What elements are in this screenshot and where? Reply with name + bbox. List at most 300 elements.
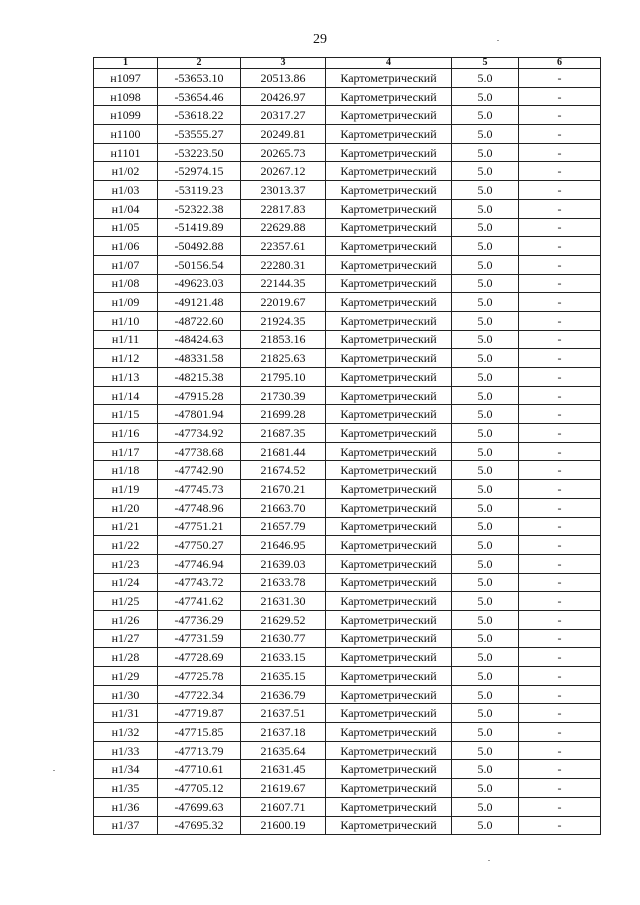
accuracy-cell: 5.0 bbox=[452, 741, 519, 760]
point-id-cell: н1099 bbox=[94, 106, 158, 125]
y-coordinate-cell: 22357.61 bbox=[241, 237, 326, 256]
point-id-cell: н1097 bbox=[94, 69, 158, 88]
y-coordinate-cell: 21646.95 bbox=[241, 536, 326, 555]
method-cell: Картометрический bbox=[326, 368, 452, 387]
table-row bbox=[94, 797, 601, 816]
x-coordinate-cell: -47722.34 bbox=[158, 685, 241, 704]
method-cell: Картометрический bbox=[326, 704, 452, 723]
x-coordinate-cell: -47738.68 bbox=[158, 442, 241, 461]
note-cell: - bbox=[519, 779, 601, 798]
x-coordinate-cell: -48424.63 bbox=[158, 330, 241, 349]
point-id-cell: н1/09 bbox=[94, 293, 158, 312]
table-row bbox=[94, 106, 601, 125]
point-id-cell: н1/36 bbox=[94, 797, 158, 816]
accuracy-cell: 5.0 bbox=[452, 816, 519, 835]
method-cell: Картометрический bbox=[326, 779, 452, 798]
table-row bbox=[94, 349, 601, 368]
accuracy-cell: 5.0 bbox=[452, 69, 519, 88]
accuracy-cell: 5.0 bbox=[452, 629, 519, 648]
point-id-cell: н1/14 bbox=[94, 386, 158, 405]
accuracy-cell: 5.0 bbox=[452, 125, 519, 144]
point-id-cell: н1/31 bbox=[94, 704, 158, 723]
note-cell: - bbox=[519, 405, 601, 424]
x-coordinate-cell: -53119.23 bbox=[158, 181, 241, 200]
accuracy-cell: 5.0 bbox=[452, 424, 519, 443]
accuracy-cell: 5.0 bbox=[452, 255, 519, 274]
point-id-cell: н1/18 bbox=[94, 461, 158, 480]
point-id-cell: н1/20 bbox=[94, 498, 158, 517]
point-id-cell: н1/27 bbox=[94, 629, 158, 648]
table-header bbox=[94, 58, 601, 69]
y-coordinate-cell: 21795.10 bbox=[241, 368, 326, 387]
accuracy-cell: 5.0 bbox=[452, 779, 519, 798]
x-coordinate-cell: -50492.88 bbox=[158, 237, 241, 256]
table-row bbox=[94, 69, 601, 88]
x-coordinate-cell: -47745.73 bbox=[158, 480, 241, 499]
method-cell: Картометрический bbox=[326, 760, 452, 779]
x-coordinate-cell: -53654.46 bbox=[158, 87, 241, 106]
note-cell: - bbox=[519, 199, 601, 218]
method-cell: Картометрический bbox=[326, 274, 452, 293]
note-cell: - bbox=[519, 760, 601, 779]
y-coordinate-cell: 20267.12 bbox=[241, 162, 326, 181]
point-id-cell: н1/34 bbox=[94, 760, 158, 779]
accuracy-cell: 5.0 bbox=[452, 723, 519, 742]
accuracy-cell: 5.0 bbox=[452, 368, 519, 387]
note-cell: - bbox=[519, 293, 601, 312]
point-id-cell: н1/21 bbox=[94, 517, 158, 536]
y-coordinate-cell: 21663.70 bbox=[241, 498, 326, 517]
method-cell: Картометрический bbox=[326, 330, 452, 349]
method-cell: Картометрический bbox=[326, 218, 452, 237]
table-row bbox=[94, 685, 601, 704]
y-coordinate-cell: 20249.81 bbox=[241, 125, 326, 144]
x-coordinate-cell: -47719.87 bbox=[158, 704, 241, 723]
table-row bbox=[94, 237, 601, 256]
method-cell: Картометрический bbox=[326, 461, 452, 480]
point-id-cell: н1100 bbox=[94, 125, 158, 144]
note-cell: - bbox=[519, 181, 601, 200]
y-coordinate-cell: 21637.18 bbox=[241, 723, 326, 742]
accuracy-cell: 5.0 bbox=[452, 311, 519, 330]
x-coordinate-cell: -48331.58 bbox=[158, 349, 241, 368]
table-row bbox=[94, 330, 601, 349]
x-coordinate-cell: -53618.22 bbox=[158, 106, 241, 125]
point-id-cell: н1/37 bbox=[94, 816, 158, 835]
method-cell: Картометрический bbox=[326, 311, 452, 330]
y-coordinate-cell: 21657.79 bbox=[241, 517, 326, 536]
point-id-cell: н1/24 bbox=[94, 573, 158, 592]
x-coordinate-cell: -48722.60 bbox=[158, 311, 241, 330]
accuracy-cell: 5.0 bbox=[452, 162, 519, 181]
y-coordinate-cell: 21619.67 bbox=[241, 779, 326, 798]
method-cell: Картометрический bbox=[326, 573, 452, 592]
note-cell: - bbox=[519, 648, 601, 667]
note-cell: - bbox=[519, 237, 601, 256]
accuracy-cell: 5.0 bbox=[452, 218, 519, 237]
accuracy-cell: 5.0 bbox=[452, 592, 519, 611]
accuracy-cell: 5.0 bbox=[452, 386, 519, 405]
point-id-cell: н1/03 bbox=[94, 181, 158, 200]
point-id-cell: н1/12 bbox=[94, 349, 158, 368]
method-cell: Картометрический bbox=[326, 667, 452, 686]
y-coordinate-cell: 20513.86 bbox=[241, 69, 326, 88]
table-row bbox=[94, 610, 601, 629]
y-coordinate-cell: 22817.83 bbox=[241, 199, 326, 218]
x-coordinate-cell: -49623.03 bbox=[158, 274, 241, 293]
y-coordinate-cell: 21924.35 bbox=[241, 311, 326, 330]
accuracy-cell: 5.0 bbox=[452, 760, 519, 779]
note-cell: - bbox=[519, 667, 601, 686]
y-coordinate-cell: 21630.77 bbox=[241, 629, 326, 648]
coordinates-table bbox=[93, 57, 601, 835]
note-cell: - bbox=[519, 368, 601, 387]
table-row bbox=[94, 162, 601, 181]
y-coordinate-cell: 21629.52 bbox=[241, 610, 326, 629]
accuracy-cell: 5.0 bbox=[452, 573, 519, 592]
note-cell: - bbox=[519, 143, 601, 162]
method-cell: Картометрический bbox=[326, 685, 452, 704]
y-coordinate-cell: 20317.27 bbox=[241, 106, 326, 125]
note-cell: - bbox=[519, 797, 601, 816]
table-row bbox=[94, 442, 601, 461]
point-id-cell: н1/25 bbox=[94, 592, 158, 611]
method-cell: Картометрический bbox=[326, 442, 452, 461]
y-coordinate-cell: 20426.97 bbox=[241, 87, 326, 106]
method-cell: Картометрический bbox=[326, 405, 452, 424]
scan-speck bbox=[53, 770, 55, 771]
y-coordinate-cell: 21607.71 bbox=[241, 797, 326, 816]
point-id-cell: н1/30 bbox=[94, 685, 158, 704]
note-cell: - bbox=[519, 162, 601, 181]
table-row bbox=[94, 816, 601, 835]
point-id-cell: н1/16 bbox=[94, 424, 158, 443]
point-id-cell: н1098 bbox=[94, 87, 158, 106]
point-id-cell: н1/17 bbox=[94, 442, 158, 461]
y-coordinate-cell: 21635.15 bbox=[241, 667, 326, 686]
accuracy-cell: 5.0 bbox=[452, 536, 519, 555]
column-header-3: 3 bbox=[241, 58, 326, 69]
accuracy-cell: 5.0 bbox=[452, 330, 519, 349]
table-row bbox=[94, 368, 601, 387]
y-coordinate-cell: 20265.73 bbox=[241, 143, 326, 162]
column-header-1: 1 bbox=[94, 58, 158, 69]
column-header-4: 4 bbox=[326, 58, 452, 69]
table-row bbox=[94, 480, 601, 499]
note-cell: - bbox=[519, 741, 601, 760]
table-row bbox=[94, 274, 601, 293]
table-row bbox=[94, 704, 601, 723]
column-header-2: 2 bbox=[158, 58, 241, 69]
point-id-cell: н1/35 bbox=[94, 779, 158, 798]
x-coordinate-cell: -52322.38 bbox=[158, 199, 241, 218]
accuracy-cell: 5.0 bbox=[452, 480, 519, 499]
accuracy-cell: 5.0 bbox=[452, 237, 519, 256]
table-row bbox=[94, 554, 601, 573]
x-coordinate-cell: -47699.63 bbox=[158, 797, 241, 816]
point-id-cell: н1/33 bbox=[94, 741, 158, 760]
column-header-5: 5 bbox=[452, 58, 519, 69]
method-cell: Картометрический bbox=[326, 610, 452, 629]
x-coordinate-cell: -53223.50 bbox=[158, 143, 241, 162]
note-cell: - bbox=[519, 255, 601, 274]
accuracy-cell: 5.0 bbox=[452, 667, 519, 686]
x-coordinate-cell: -53653.10 bbox=[158, 69, 241, 88]
note-cell: - bbox=[519, 461, 601, 480]
table-row bbox=[94, 255, 601, 274]
note-cell: - bbox=[519, 704, 601, 723]
method-cell: Картометрический bbox=[326, 237, 452, 256]
y-coordinate-cell: 21853.16 bbox=[241, 330, 326, 349]
x-coordinate-cell: -47725.78 bbox=[158, 667, 241, 686]
y-coordinate-cell: 22144.35 bbox=[241, 274, 326, 293]
y-coordinate-cell: 21699.28 bbox=[241, 405, 326, 424]
table-row bbox=[94, 311, 601, 330]
accuracy-cell: 5.0 bbox=[452, 87, 519, 106]
table-row bbox=[94, 741, 601, 760]
y-coordinate-cell: 21670.21 bbox=[241, 480, 326, 499]
table-row bbox=[94, 405, 601, 424]
accuracy-cell: 5.0 bbox=[452, 106, 519, 125]
accuracy-cell: 5.0 bbox=[452, 648, 519, 667]
method-cell: Картометрический bbox=[326, 181, 452, 200]
table-row bbox=[94, 181, 601, 200]
method-cell: Картометрический bbox=[326, 816, 452, 835]
point-id-cell: н1/05 bbox=[94, 218, 158, 237]
point-id-cell: н1/10 bbox=[94, 311, 158, 330]
x-coordinate-cell: -47741.62 bbox=[158, 592, 241, 611]
method-cell: Картометрический bbox=[326, 87, 452, 106]
note-cell: - bbox=[519, 480, 601, 499]
accuracy-cell: 5.0 bbox=[452, 405, 519, 424]
method-cell: Картометрический bbox=[326, 162, 452, 181]
note-cell: - bbox=[519, 685, 601, 704]
note-cell: - bbox=[519, 723, 601, 742]
note-cell: - bbox=[519, 498, 601, 517]
accuracy-cell: 5.0 bbox=[452, 685, 519, 704]
y-coordinate-cell: 21639.03 bbox=[241, 554, 326, 573]
method-cell: Картометрический bbox=[326, 69, 452, 88]
table-row bbox=[94, 424, 601, 443]
point-id-cell: н1/11 bbox=[94, 330, 158, 349]
note-cell: - bbox=[519, 330, 601, 349]
method-cell: Картометрический bbox=[326, 125, 452, 144]
scan-speck bbox=[497, 40, 499, 41]
x-coordinate-cell: -47801.94 bbox=[158, 405, 241, 424]
point-id-cell: н1/07 bbox=[94, 255, 158, 274]
note-cell: - bbox=[519, 274, 601, 293]
note-cell: - bbox=[519, 311, 601, 330]
accuracy-cell: 5.0 bbox=[452, 517, 519, 536]
table-row bbox=[94, 667, 601, 686]
x-coordinate-cell: -47728.69 bbox=[158, 648, 241, 667]
note-cell: - bbox=[519, 629, 601, 648]
method-cell: Картометрический bbox=[326, 629, 452, 648]
accuracy-cell: 5.0 bbox=[452, 181, 519, 200]
method-cell: Картометрический bbox=[326, 106, 452, 125]
y-coordinate-cell: 22019.67 bbox=[241, 293, 326, 312]
method-cell: Картометрический bbox=[326, 498, 452, 517]
method-cell: Картометрический bbox=[326, 386, 452, 405]
point-id-cell: н1/04 bbox=[94, 199, 158, 218]
y-coordinate-cell: 21687.35 bbox=[241, 424, 326, 443]
y-coordinate-cell: 23013.37 bbox=[241, 181, 326, 200]
note-cell: - bbox=[519, 442, 601, 461]
x-coordinate-cell: -47742.90 bbox=[158, 461, 241, 480]
note-cell: - bbox=[519, 592, 601, 611]
method-cell: Картометрический bbox=[326, 797, 452, 816]
x-coordinate-cell: -53555.27 bbox=[158, 125, 241, 144]
table-row bbox=[94, 760, 601, 779]
method-cell: Картометрический bbox=[326, 723, 452, 742]
x-coordinate-cell: -47751.21 bbox=[158, 517, 241, 536]
accuracy-cell: 5.0 bbox=[452, 274, 519, 293]
table-row bbox=[94, 143, 601, 162]
method-cell: Картометрический bbox=[326, 480, 452, 499]
point-id-cell: н1/02 bbox=[94, 162, 158, 181]
method-cell: Картометрический bbox=[326, 592, 452, 611]
accuracy-cell: 5.0 bbox=[452, 610, 519, 629]
note-cell: - bbox=[519, 386, 601, 405]
method-cell: Картометрический bbox=[326, 293, 452, 312]
note-cell: - bbox=[519, 125, 601, 144]
method-cell: Картометрический bbox=[326, 536, 452, 555]
page-number: 29 bbox=[313, 32, 327, 47]
x-coordinate-cell: -48215.38 bbox=[158, 368, 241, 387]
x-coordinate-cell: -47731.59 bbox=[158, 629, 241, 648]
x-coordinate-cell: -51419.89 bbox=[158, 218, 241, 237]
table-row bbox=[94, 218, 601, 237]
y-coordinate-cell: 21636.79 bbox=[241, 685, 326, 704]
method-cell: Картометрический bbox=[326, 517, 452, 536]
x-coordinate-cell: -47736.29 bbox=[158, 610, 241, 629]
note-cell: - bbox=[519, 517, 601, 536]
x-coordinate-cell: -47746.94 bbox=[158, 554, 241, 573]
y-coordinate-cell: 21674.52 bbox=[241, 461, 326, 480]
note-cell: - bbox=[519, 536, 601, 555]
accuracy-cell: 5.0 bbox=[452, 293, 519, 312]
header-row bbox=[94, 58, 601, 69]
x-coordinate-cell: -47713.79 bbox=[158, 741, 241, 760]
table-row bbox=[94, 386, 601, 405]
y-coordinate-cell: 21637.51 bbox=[241, 704, 326, 723]
accuracy-cell: 5.0 bbox=[452, 349, 519, 368]
table-row bbox=[94, 779, 601, 798]
point-id-cell: н1/29 bbox=[94, 667, 158, 686]
point-id-cell: н1/08 bbox=[94, 274, 158, 293]
x-coordinate-cell: -47748.96 bbox=[158, 498, 241, 517]
note-cell: - bbox=[519, 610, 601, 629]
note-cell: - bbox=[519, 424, 601, 443]
x-coordinate-cell: -47715.85 bbox=[158, 723, 241, 742]
x-coordinate-cell: -47705.12 bbox=[158, 779, 241, 798]
y-coordinate-cell: 21633.15 bbox=[241, 648, 326, 667]
note-cell: - bbox=[519, 87, 601, 106]
accuracy-cell: 5.0 bbox=[452, 498, 519, 517]
table-row bbox=[94, 498, 601, 517]
table-row bbox=[94, 536, 601, 555]
point-id-cell: н1/28 bbox=[94, 648, 158, 667]
scan-speck bbox=[488, 860, 490, 861]
x-coordinate-cell: -47915.28 bbox=[158, 386, 241, 405]
table-row bbox=[94, 293, 601, 312]
point-id-cell: н1/32 bbox=[94, 723, 158, 742]
point-id-cell: н1/19 bbox=[94, 480, 158, 499]
point-id-cell: н1/06 bbox=[94, 237, 158, 256]
x-coordinate-cell: -47743.72 bbox=[158, 573, 241, 592]
x-coordinate-cell: -50156.54 bbox=[158, 255, 241, 274]
method-cell: Картометрический bbox=[326, 143, 452, 162]
accuracy-cell: 5.0 bbox=[452, 442, 519, 461]
accuracy-cell: 5.0 bbox=[452, 554, 519, 573]
accuracy-cell: 5.0 bbox=[452, 143, 519, 162]
accuracy-cell: 5.0 bbox=[452, 704, 519, 723]
point-id-cell: н1101 bbox=[94, 143, 158, 162]
table-row bbox=[94, 629, 601, 648]
method-cell: Картометрический bbox=[326, 648, 452, 667]
table-row bbox=[94, 648, 601, 667]
table-row bbox=[94, 87, 601, 106]
note-cell: - bbox=[519, 69, 601, 88]
x-coordinate-cell: -47734.92 bbox=[158, 424, 241, 443]
table-row bbox=[94, 517, 601, 536]
point-id-cell: н1/22 bbox=[94, 536, 158, 555]
accuracy-cell: 5.0 bbox=[452, 797, 519, 816]
column-header-6: 6 bbox=[519, 58, 601, 69]
y-coordinate-cell: 22280.31 bbox=[241, 255, 326, 274]
y-coordinate-cell: 21825.63 bbox=[241, 349, 326, 368]
table-body bbox=[94, 69, 601, 835]
note-cell: - bbox=[519, 573, 601, 592]
accuracy-cell: 5.0 bbox=[452, 199, 519, 218]
x-coordinate-cell: -47750.27 bbox=[158, 536, 241, 555]
note-cell: - bbox=[519, 816, 601, 835]
note-cell: - bbox=[519, 218, 601, 237]
x-coordinate-cell: -47695.32 bbox=[158, 816, 241, 835]
accuracy-cell: 5.0 bbox=[452, 461, 519, 480]
table-row bbox=[94, 573, 601, 592]
point-id-cell: н1/23 bbox=[94, 554, 158, 573]
method-cell: Картометрический bbox=[326, 255, 452, 274]
y-coordinate-cell: 21730.39 bbox=[241, 386, 326, 405]
y-coordinate-cell: 21600.19 bbox=[241, 816, 326, 835]
table-row bbox=[94, 461, 601, 480]
method-cell: Картометрический bbox=[326, 554, 452, 573]
note-cell: - bbox=[519, 554, 601, 573]
method-cell: Картометрический bbox=[326, 424, 452, 443]
y-coordinate-cell: 21633.78 bbox=[241, 573, 326, 592]
method-cell: Картометрический bbox=[326, 199, 452, 218]
point-id-cell: н1/26 bbox=[94, 610, 158, 629]
y-coordinate-cell: 22629.88 bbox=[241, 218, 326, 237]
y-coordinate-cell: 21631.30 bbox=[241, 592, 326, 611]
table-row bbox=[94, 592, 601, 611]
x-coordinate-cell: -49121.48 bbox=[158, 293, 241, 312]
x-coordinate-cell: -47710.61 bbox=[158, 760, 241, 779]
table-row bbox=[94, 199, 601, 218]
method-cell: Картометрический bbox=[326, 741, 452, 760]
y-coordinate-cell: 21635.64 bbox=[241, 741, 326, 760]
y-coordinate-cell: 21681.44 bbox=[241, 442, 326, 461]
y-coordinate-cell: 21631.45 bbox=[241, 760, 326, 779]
table-row bbox=[94, 125, 601, 144]
note-cell: - bbox=[519, 349, 601, 368]
point-id-cell: н1/13 bbox=[94, 368, 158, 387]
note-cell: - bbox=[519, 106, 601, 125]
table-row bbox=[94, 723, 601, 742]
point-id-cell: н1/15 bbox=[94, 405, 158, 424]
method-cell: Картометрический bbox=[326, 349, 452, 368]
